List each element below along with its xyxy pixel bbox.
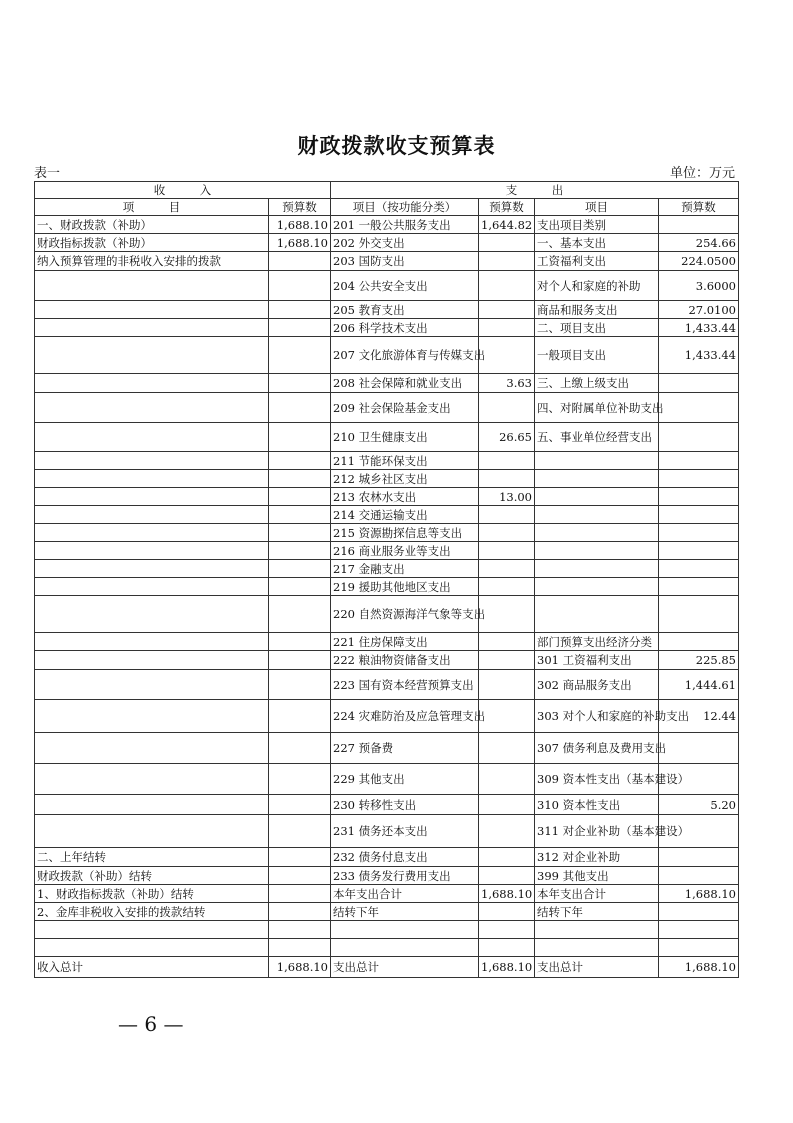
func-item-cell: 202 外交支出 [331,234,479,252]
income-item-cell [35,393,269,423]
func-item-cell: 231 债务还本支出 [331,815,479,848]
econ-budget-cell [659,848,739,867]
income-budget-cell [269,764,331,795]
table-row [35,733,739,764]
econ-budget-cell: 254.66 [659,234,739,252]
func-budget-cell [479,252,535,271]
income-budget-cell [269,651,331,670]
func-item-cell: 206 科学技术支出 [331,319,479,337]
table-row [35,670,739,700]
income-budget-cell [269,633,331,651]
econ-budget-cell: 5.20 [659,795,739,815]
econ-budget-cell [659,470,739,488]
income-budget-cell [269,939,331,957]
income-item-cell: 2、金库非税收入安排的拨款结转 [35,903,269,921]
econ-item-cell: 工资福利支出 [535,252,659,271]
func-budget-cell [479,764,535,795]
table-row [35,271,739,301]
income-item-cell [35,921,269,939]
table-row [35,337,739,374]
econ-budget-cell: 225.85 [659,651,739,670]
income-budget-cell: 1,688.10 [269,957,331,978]
func-item-cell: 233 债务发行费用支出 [331,867,479,885]
income-budget-cell [269,670,331,700]
income-budget-cell [269,470,331,488]
econ-item-cell: 399 其他支出 [535,867,659,885]
table-row [35,488,739,506]
econ-budget-cell: 1,688.10 [659,957,739,978]
income-item-cell [35,271,269,301]
econ-item-cell: 312 对企业补助 [535,848,659,867]
func-item-cell: 207 文化旅游体育与传媒支出 [331,337,479,374]
econ-budget-cell: 1,688.10 [659,885,739,903]
table-row [35,301,739,319]
income-item-cell [35,578,269,596]
func-budget-cell [479,700,535,733]
table-row [35,700,739,733]
func-budget-cell [479,848,535,867]
econ-budget-cell [659,596,739,633]
econ-item-cell [535,524,659,542]
func-budget-cell [479,337,535,374]
income-budget-cell [269,271,331,301]
econ-budget-cell [659,423,739,452]
income-budget-cell [269,319,331,337]
income-item-cell [35,651,269,670]
econ-budget-cell [659,578,739,596]
income-item-cell [35,337,269,374]
income-budget-cell [269,337,331,374]
income-budget-cell [269,423,331,452]
econ-item-cell: 支出总计 [535,957,659,978]
econ-item-cell [535,939,659,957]
func-budget-cell [479,234,535,252]
page-number: — 6 — [118,1012,184,1036]
func-budget-cell: 3.63 [479,374,535,393]
econ-budget-cell [659,374,739,393]
income-budget-cell [269,393,331,423]
func-budget-cell [479,670,535,700]
income-item-cell: 财政指标拨款（补助） [35,234,269,252]
func-budget-cell [479,733,535,764]
func-budget-cell: 13.00 [479,488,535,506]
income-budget-cell: 1,688.10 [269,234,331,252]
income-item-cell [35,542,269,560]
func-item-cell: 223 国有资本经营预算支出 [331,670,479,700]
func-budget-cell [479,815,535,848]
func-budget-cell [479,651,535,670]
econ-item-cell [535,506,659,524]
func-item-cell: 222 粮油物资储备支出 [331,651,479,670]
econ-item-cell: 309 资本性支出（基本建设） [535,764,659,795]
func-item-cell: 205 教育支出 [331,301,479,319]
income-item-cell [35,633,269,651]
income-item-cell: 一、财政拨款（补助） [35,216,269,234]
func-budget-cell [479,633,535,651]
func-item-cell: 232 债务付息支出 [331,848,479,867]
table-row [35,633,739,651]
econ-item-cell [535,560,659,578]
func-budget-cell: 26.65 [479,423,535,452]
econ-budget-cell [659,542,739,560]
table-id: 表一 [34,166,61,181]
income-group-header: 收 入 [35,182,331,199]
func-item-cell: 217 金融支出 [331,560,479,578]
income-item-cell [35,488,269,506]
func-budget-cell [479,452,535,470]
econ-budget-cell [659,452,739,470]
econ-item-cell: 结转下年 [535,903,659,921]
income-item-cell [35,524,269,542]
econ-budget-cell [659,506,739,524]
func-budget-cell: 1,688.10 [479,957,535,978]
econ-item-cell [535,452,659,470]
income-budget-cell [269,815,331,848]
table-row [35,393,739,423]
table-row [35,795,739,815]
func-budget-cell [479,470,535,488]
func-item-cell [331,921,479,939]
table-row [35,216,739,234]
econ-item-cell: 311 对企业补助（基本建设） [535,815,659,848]
econ-budget-cell: 3.6000 [659,271,739,301]
func-item-cell: 203 国防支出 [331,252,479,271]
func-budget-cell [479,795,535,815]
func-item-cell: 215 资源勘探信息等支出 [331,524,479,542]
income-budget-cell [269,700,331,733]
func-budget-cell [479,271,535,301]
expense-group-header: 支 出 [331,182,739,199]
func-budget-cell [479,596,535,633]
col-header-budget: 预算数 [269,199,331,216]
econ-item-cell: 一般项目支出 [535,337,659,374]
income-budget-cell [269,560,331,578]
func-item-cell: 227 预备费 [331,733,479,764]
income-budget-cell [269,578,331,596]
income-item-cell [35,815,269,848]
econ-budget-cell: 224.0500 [659,252,739,271]
func-budget-cell [479,524,535,542]
income-item-cell [35,423,269,452]
econ-budget-cell [659,633,739,651]
income-budget-cell [269,903,331,921]
econ-item-cell: 三、上缴上级支出 [535,374,659,393]
income-item-cell [35,733,269,764]
econ-item-cell: 对个人和家庭的补助 [535,271,659,301]
income-budget-cell [269,301,331,319]
econ-item-cell: 商品和服务支出 [535,301,659,319]
income-budget-cell [269,488,331,506]
func-item-cell: 214 交通运输支出 [331,506,479,524]
func-item-cell: 220 自然资源海洋气象等支出 [331,596,479,633]
econ-item-cell: 二、项目支出 [535,319,659,337]
func-budget-cell [479,560,535,578]
table-row [35,470,739,488]
func-budget-cell: 1,644.82 [479,216,535,234]
col-header-budget: 预算数 [479,199,535,216]
func-item-cell [331,939,479,957]
econ-item-cell: 部门预算支出经济分类 [535,633,659,651]
income-budget-cell [269,867,331,885]
econ-budget-cell [659,560,739,578]
table-row [35,374,739,393]
econ-budget-cell [659,921,739,939]
econ-item-cell: 301 工资福利支出 [535,651,659,670]
econ-budget-cell [659,216,739,234]
income-budget-cell [269,524,331,542]
column-header-row [35,199,739,216]
table-row [35,252,739,271]
income-item-cell [35,452,269,470]
econ-budget-cell: 1,433.44 [659,337,739,374]
income-budget-cell [269,542,331,560]
col-header-item: 项目 [535,199,659,216]
income-budget-cell [269,452,331,470]
econ-budget-cell: 1,444.61 [659,670,739,700]
func-item-cell: 219 援助其他地区支出 [331,578,479,596]
income-item-cell [35,795,269,815]
econ-item-cell: 五、事业单位经营支出 [535,423,659,452]
income-budget-cell [269,848,331,867]
econ-budget-cell [659,867,739,885]
income-item-cell [35,939,269,957]
econ-item-cell [535,470,659,488]
table-row [35,867,739,885]
func-item-cell: 支出总计 [331,957,479,978]
table-row [35,921,739,939]
income-budget-cell [269,733,331,764]
econ-item-cell: 本年支出合计 [535,885,659,903]
table-row [35,452,739,470]
income-item-cell [35,319,269,337]
econ-item-cell: 307 债务利息及费用支出 [535,733,659,764]
income-budget-cell [269,885,331,903]
table-row [35,764,739,795]
table-row [35,234,739,252]
econ-item-cell: 302 商品服务支出 [535,670,659,700]
econ-item-cell [535,596,659,633]
income-budget-cell [269,921,331,939]
func-item-cell: 本年支出合计 [331,885,479,903]
table-row [35,815,739,848]
income-budget-cell: 1,688.10 [269,216,331,234]
func-budget-cell [479,393,535,423]
col-header-item: 项 目 [35,199,269,216]
func-budget-cell [479,506,535,524]
func-budget-cell [479,921,535,939]
table-row [35,957,739,978]
income-item-cell [35,700,269,733]
table-row [35,319,739,337]
econ-item-cell: 310 资本性支出 [535,795,659,815]
col-header-budget: 预算数 [659,199,739,216]
econ-item-cell [535,488,659,506]
income-item-cell [35,506,269,524]
col-header-func-item: 项目（按功能分类） [331,199,479,216]
econ-budget-cell [659,939,739,957]
unit-label: 单位：万元 [669,166,735,181]
income-item-cell [35,596,269,633]
func-item-cell: 201 一般公共服务支出 [331,216,479,234]
econ-item-cell: 303 对个人和家庭的补助支出 [535,700,659,733]
econ-budget-cell: 1,433.44 [659,319,739,337]
func-item-cell: 208 社会保障和就业支出 [331,374,479,393]
table-row [35,423,739,452]
econ-item-cell [535,921,659,939]
income-budget-cell [269,374,331,393]
income-item-cell: 二、上年结转 [35,848,269,867]
income-item-cell: 1、财政指标拨款（补助）结转 [35,885,269,903]
econ-item-cell [535,542,659,560]
table-row [35,848,739,867]
table-row [35,578,739,596]
econ-budget-cell [659,524,739,542]
income-budget-cell [269,252,331,271]
table-row [35,903,739,921]
func-item-cell: 结转下年 [331,903,479,921]
group-header-row [35,182,739,199]
budget-table [34,181,739,978]
func-budget-cell [479,578,535,596]
func-item-cell: 211 节能环保支出 [331,452,479,470]
econ-budget-cell [659,488,739,506]
func-item-cell: 204 公共安全支出 [331,271,479,301]
func-budget-cell [479,319,535,337]
income-item-cell: 财政拨款（补助）结转 [35,867,269,885]
income-item-cell [35,560,269,578]
econ-budget-cell [659,393,739,423]
func-item-cell: 224 灾难防治及应急管理支出 [331,700,479,733]
table-row [35,885,739,903]
table-row [35,939,739,957]
func-item-cell: 221 住房保障支出 [331,633,479,651]
func-budget-cell [479,939,535,957]
table-row [35,560,739,578]
income-item-cell [35,470,269,488]
econ-budget-cell [659,733,739,764]
table-row [35,596,739,633]
income-budget-cell [269,795,331,815]
econ-item-cell: 一、基本支出 [535,234,659,252]
econ-budget-cell: 12.44 [659,700,739,733]
income-item-cell [35,670,269,700]
income-budget-cell [269,506,331,524]
income-budget-cell [269,596,331,633]
econ-item-cell: 四、对附属单位补助支出 [535,393,659,423]
table-row [35,651,739,670]
econ-budget-cell: 27.0100 [659,301,739,319]
func-item-cell: 212 城乡社区支出 [331,470,479,488]
page-title: 财政拨款收支预算表 [297,133,496,158]
func-item-cell: 230 转移性支出 [331,795,479,815]
table-row [35,524,739,542]
func-budget-cell [479,903,535,921]
func-item-cell: 213 农林水支出 [331,488,479,506]
func-item-cell: 229 其他支出 [331,764,479,795]
econ-item-cell [535,578,659,596]
table-row [35,542,739,560]
func-budget-cell [479,542,535,560]
econ-item-cell: 支出项目类别 [535,216,659,234]
income-item-cell [35,301,269,319]
income-item-cell [35,764,269,795]
income-item-cell [35,374,269,393]
func-item-cell: 216 商业服务业等支出 [331,542,479,560]
func-budget-cell [479,867,535,885]
table-row [35,506,739,524]
func-budget-cell [479,301,535,319]
func-item-cell: 210 卫生健康支出 [331,423,479,452]
income-item-cell: 纳入预算管理的非税收入安排的拨款 [35,252,269,271]
income-item-cell: 收入总计 [35,957,269,978]
func-item-cell: 209 社会保险基金支出 [331,393,479,423]
econ-budget-cell [659,903,739,921]
func-budget-cell: 1,688.10 [479,885,535,903]
